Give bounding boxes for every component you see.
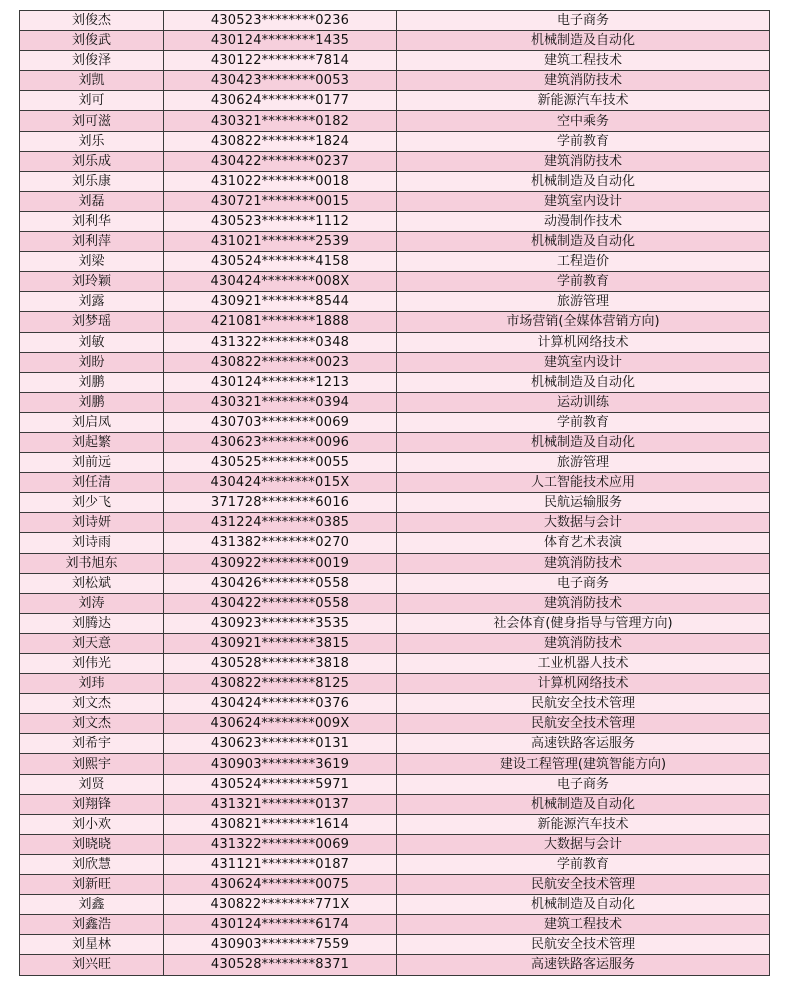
major-cell: 计算机网络技术 [397, 674, 770, 694]
id-number-cell: 430703********0069 [164, 412, 397, 432]
id-number-cell: 430124********1213 [164, 372, 397, 392]
table-row [20, 71, 770, 91]
table-row [20, 513, 770, 533]
major-cell: 机械制造及自动化 [397, 171, 770, 191]
student-name-cell: 刘前远 [20, 453, 164, 473]
id-number-cell: 430623********0096 [164, 432, 397, 452]
id-number-cell: 430523********1112 [164, 211, 397, 231]
table-row [20, 875, 770, 895]
major-cell: 人工智能技术应用 [397, 473, 770, 493]
id-number-cell: 430921********3815 [164, 633, 397, 653]
major-cell: 电子商务 [397, 774, 770, 794]
id-number-cell: 430524********4158 [164, 252, 397, 272]
major-cell: 机械制造及自动化 [397, 31, 770, 51]
student-name-cell: 刘文杰 [20, 694, 164, 714]
table-row [20, 312, 770, 332]
major-cell: 民航安全技术管理 [397, 875, 770, 895]
major-cell: 建筑消防技术 [397, 633, 770, 653]
table-row [20, 292, 770, 312]
student-name-cell: 刘诗妍 [20, 513, 164, 533]
table-row [20, 633, 770, 653]
table-row [20, 151, 770, 171]
student-name-cell: 刘梁 [20, 252, 164, 272]
table-row [20, 774, 770, 794]
table-row [20, 91, 770, 111]
major-cell: 市场营销(全媒体营销方向) [397, 312, 770, 332]
table-row [20, 935, 770, 955]
student-name-cell: 刘凯 [20, 71, 164, 91]
major-cell: 民航安全技术管理 [397, 714, 770, 734]
student-name-cell: 刘少飞 [20, 493, 164, 513]
id-number-cell: 430903********3619 [164, 754, 397, 774]
major-cell: 机械制造及自动化 [397, 232, 770, 252]
student-name-cell: 刘鑫 [20, 895, 164, 915]
id-number-cell: 430624********0177 [164, 91, 397, 111]
table-row [20, 392, 770, 412]
id-number-cell: 430921********8544 [164, 292, 397, 312]
student-name-cell: 刘涛 [20, 593, 164, 613]
table-row [20, 895, 770, 915]
table-row [20, 211, 770, 231]
id-number-cell: 430624********0075 [164, 875, 397, 895]
table-row [20, 714, 770, 734]
id-number-cell: 430822********0023 [164, 352, 397, 372]
id-number-cell: 430523********0236 [164, 11, 397, 31]
student-roster-table [19, 10, 770, 976]
major-cell: 民航安全技术管理 [397, 935, 770, 955]
student-name-cell: 刘露 [20, 292, 164, 312]
student-name-cell: 刘磊 [20, 191, 164, 211]
id-number-cell: 430721********0015 [164, 191, 397, 211]
student-name-cell: 刘乐康 [20, 171, 164, 191]
table-row [20, 111, 770, 131]
id-number-cell: 430903********7559 [164, 935, 397, 955]
table-row [20, 11, 770, 31]
table-row [20, 352, 770, 372]
student-name-cell: 刘任清 [20, 473, 164, 493]
student-name-cell: 刘晓晓 [20, 834, 164, 854]
id-number-cell: 430624********009X [164, 714, 397, 734]
major-cell: 高速铁路客运服务 [397, 955, 770, 975]
id-number-cell: 430528********3818 [164, 654, 397, 674]
student-name-cell: 刘鹏 [20, 372, 164, 392]
major-cell: 机械制造及自动化 [397, 432, 770, 452]
id-number-cell: 371728********6016 [164, 493, 397, 513]
student-name-cell: 刘玲颖 [20, 272, 164, 292]
student-name-cell: 刘星林 [20, 935, 164, 955]
student-name-cell: 刘起繁 [20, 432, 164, 452]
major-cell: 机械制造及自动化 [397, 895, 770, 915]
student-name-cell: 刘利华 [20, 211, 164, 231]
id-number-cell: 431321********0137 [164, 794, 397, 814]
id-number-cell: 431022********0018 [164, 171, 397, 191]
student-name-cell: 刘小欢 [20, 814, 164, 834]
id-number-cell: 430822********8125 [164, 674, 397, 694]
student-name-cell: 刘乐 [20, 131, 164, 151]
student-name-cell: 刘天意 [20, 633, 164, 653]
id-number-cell: 431121********0187 [164, 854, 397, 874]
major-cell: 建筑工程技术 [397, 915, 770, 935]
table-row [20, 734, 770, 754]
student-name-cell: 刘诗雨 [20, 533, 164, 553]
major-cell: 学前教育 [397, 131, 770, 151]
id-number-cell: 431382********0270 [164, 533, 397, 553]
major-cell: 旅游管理 [397, 292, 770, 312]
table-row [20, 794, 770, 814]
id-number-cell: 430524********5971 [164, 774, 397, 794]
student-name-cell: 刘新旺 [20, 875, 164, 895]
student-name-cell: 刘俊泽 [20, 51, 164, 71]
id-number-cell: 430525********0055 [164, 453, 397, 473]
major-cell: 体育艺术表演 [397, 533, 770, 553]
id-number-cell: 430426********0558 [164, 573, 397, 593]
id-number-cell: 430124********1435 [164, 31, 397, 51]
id-number-cell: 430423********0053 [164, 71, 397, 91]
id-number-cell: 430424********0376 [164, 694, 397, 714]
table-row [20, 493, 770, 513]
student-name-cell: 刘鑫浩 [20, 915, 164, 935]
student-name-cell: 刘翔锋 [20, 794, 164, 814]
major-cell: 社会体育(健身指导与管理方向) [397, 613, 770, 633]
id-number-cell: 430821********1614 [164, 814, 397, 834]
student-name-cell: 刘希宇 [20, 734, 164, 754]
id-number-cell: 430124********6174 [164, 915, 397, 935]
major-cell: 建筑消防技术 [397, 151, 770, 171]
major-cell: 建筑消防技术 [397, 71, 770, 91]
major-cell: 建筑工程技术 [397, 51, 770, 71]
table-row [20, 432, 770, 452]
id-number-cell: 430623********0131 [164, 734, 397, 754]
student-name-cell: 刘俊杰 [20, 11, 164, 31]
table-row [20, 171, 770, 191]
table-row [20, 31, 770, 51]
id-number-cell: 431322********0348 [164, 332, 397, 352]
id-number-cell: 430822********1824 [164, 131, 397, 151]
table-row [20, 51, 770, 71]
major-cell: 高速铁路客运服务 [397, 734, 770, 754]
id-number-cell: 430528********8371 [164, 955, 397, 975]
major-cell: 计算机网络技术 [397, 332, 770, 352]
table-row [20, 834, 770, 854]
major-cell: 大数据与会计 [397, 513, 770, 533]
student-name-cell: 刘兴旺 [20, 955, 164, 975]
table-row [20, 453, 770, 473]
student-name-cell: 刘鹏 [20, 392, 164, 412]
major-cell: 建设工程管理(建筑智能方向) [397, 754, 770, 774]
id-number-cell: 430923********3535 [164, 613, 397, 633]
id-number-cell: 431224********0385 [164, 513, 397, 533]
id-number-cell: 431021********2539 [164, 232, 397, 252]
student-name-cell: 刘贤 [20, 774, 164, 794]
major-cell: 建筑消防技术 [397, 593, 770, 613]
id-number-cell: 431322********0069 [164, 834, 397, 854]
major-cell: 建筑室内设计 [397, 352, 770, 372]
table-row [20, 573, 770, 593]
major-cell: 民航安全技术管理 [397, 694, 770, 714]
major-cell: 建筑室内设计 [397, 191, 770, 211]
student-name-cell: 刘玮 [20, 674, 164, 694]
student-name-cell: 刘文杰 [20, 714, 164, 734]
major-cell: 动漫制作技术 [397, 211, 770, 231]
id-number-cell: 430424********015X [164, 473, 397, 493]
table-row [20, 533, 770, 553]
major-cell: 民航运输服务 [397, 493, 770, 513]
table-row [20, 252, 770, 272]
table-row [20, 593, 770, 613]
id-number-cell: 430321********0394 [164, 392, 397, 412]
major-cell: 旅游管理 [397, 453, 770, 473]
table-row [20, 754, 770, 774]
table-row [20, 272, 770, 292]
major-cell: 运动训练 [397, 392, 770, 412]
student-name-cell: 刘俊武 [20, 31, 164, 51]
table-row [20, 191, 770, 211]
major-cell: 机械制造及自动化 [397, 794, 770, 814]
id-number-cell: 430422********0237 [164, 151, 397, 171]
student-name-cell: 刘腾达 [20, 613, 164, 633]
id-number-cell: 430422********0558 [164, 593, 397, 613]
major-cell: 学前教育 [397, 854, 770, 874]
student-name-cell: 刘利萍 [20, 232, 164, 252]
table-row [20, 412, 770, 432]
major-cell: 工业机器人技术 [397, 654, 770, 674]
table-row [20, 553, 770, 573]
major-cell: 新能源汽车技术 [397, 814, 770, 834]
student-name-cell: 刘书旭东 [20, 553, 164, 573]
id-number-cell: 430321********0182 [164, 111, 397, 131]
student-name-cell: 刘敏 [20, 332, 164, 352]
student-name-cell: 刘乐成 [20, 151, 164, 171]
table-row [20, 131, 770, 151]
table-row [20, 372, 770, 392]
table-row [20, 332, 770, 352]
table-row [20, 854, 770, 874]
id-number-cell: 430424********008X [164, 272, 397, 292]
roster-body [20, 11, 770, 976]
table-row [20, 674, 770, 694]
student-name-cell: 刘可 [20, 91, 164, 111]
major-cell: 建筑消防技术 [397, 553, 770, 573]
major-cell: 空中乘务 [397, 111, 770, 131]
major-cell: 学前教育 [397, 412, 770, 432]
table-row [20, 915, 770, 935]
major-cell: 学前教育 [397, 272, 770, 292]
major-cell: 新能源汽车技术 [397, 91, 770, 111]
major-cell: 电子商务 [397, 573, 770, 593]
student-name-cell: 刘伟光 [20, 654, 164, 674]
student-name-cell: 刘松斌 [20, 573, 164, 593]
table-row [20, 473, 770, 493]
student-name-cell: 刘欣慧 [20, 854, 164, 874]
student-name-cell: 刘启凤 [20, 412, 164, 432]
table-row [20, 232, 770, 252]
major-cell: 大数据与会计 [397, 834, 770, 854]
table-row [20, 613, 770, 633]
id-number-cell: 430922********0019 [164, 553, 397, 573]
id-number-cell: 430822********771X [164, 895, 397, 915]
table-row [20, 814, 770, 834]
student-name-cell: 刘熙宇 [20, 754, 164, 774]
table-row [20, 694, 770, 714]
table-row [20, 955, 770, 975]
major-cell: 电子商务 [397, 11, 770, 31]
major-cell: 工程造价 [397, 252, 770, 272]
student-name-cell: 刘可滋 [20, 111, 164, 131]
student-name-cell: 刘梦瑶 [20, 312, 164, 332]
table-row [20, 654, 770, 674]
major-cell: 机械制造及自动化 [397, 372, 770, 392]
id-number-cell: 421081********1888 [164, 312, 397, 332]
id-number-cell: 430122********7814 [164, 51, 397, 71]
student-name-cell: 刘盼 [20, 352, 164, 372]
